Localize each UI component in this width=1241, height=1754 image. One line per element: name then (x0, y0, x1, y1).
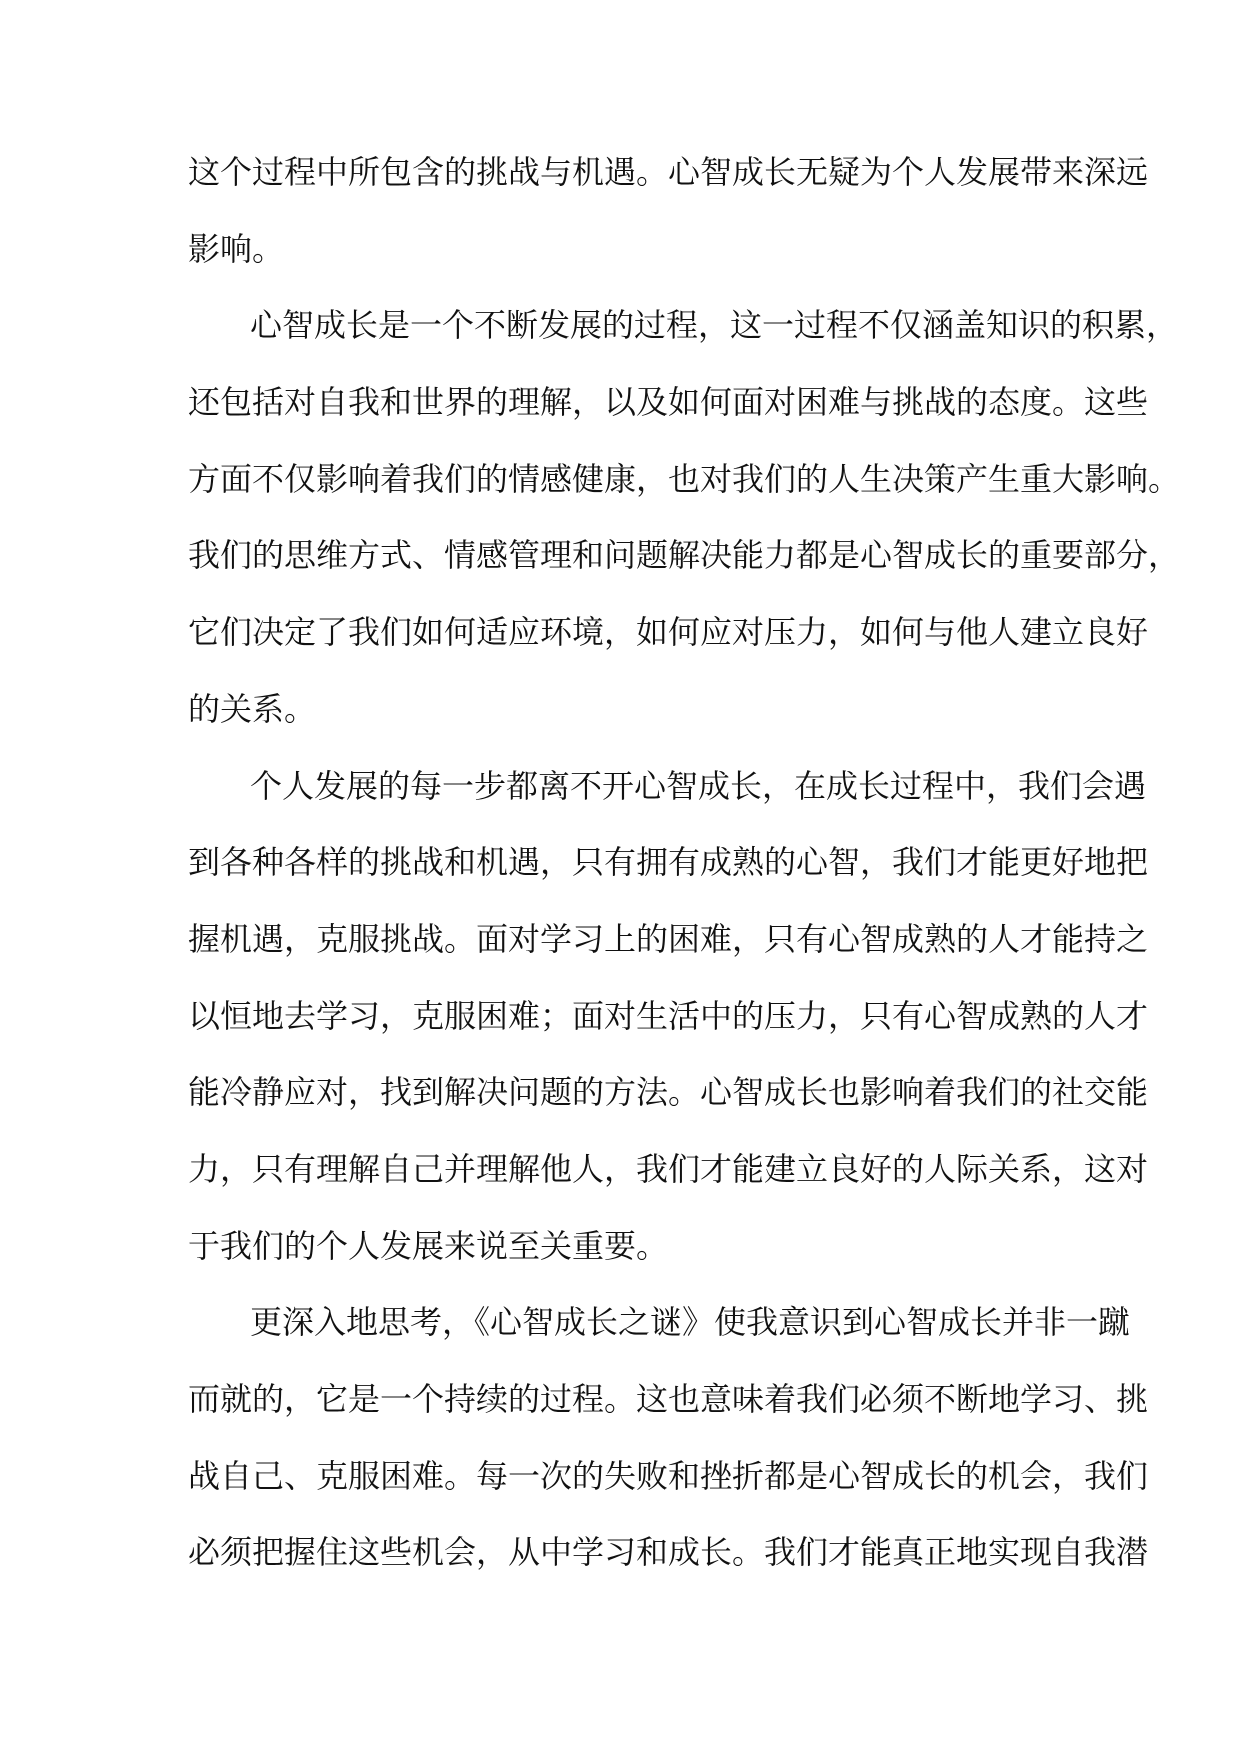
text-line: 而就的，它是一个持续的过程。这也意味着我们必须不断地学习、挑 (188, 1380, 1149, 1418)
text-line: 影响。 (188, 229, 285, 268)
text-line: 必须把握住这些机会，从中学习和成长。我们才能真正地实现自我潜 (188, 1533, 1149, 1572)
text-line: 个人发展的每一步都离不开心智成长，在成长过程中，我们会遇 (250, 766, 1147, 805)
text-line: 这个过程中所包含的挑战与机遇。心智成长无疑为个人发展带来深远 (188, 153, 1149, 191)
text-line: 它们决定了我们如何适应环境，如何应对压力，如何与他人建立良好 (188, 613, 1149, 652)
text-line: 心智成长是一个不断发展的过程，这一过程不仅涵盖知识的积累， (250, 306, 1179, 345)
paragraph-3 (188, 748, 1149, 1285)
paragraph-2 (188, 287, 1181, 747)
paragraph-1 (188, 134, 1149, 287)
text-line: 更深入地思考，《心智成长之谜》使我意识到心智成长并非一蹴 (250, 1303, 1131, 1342)
text-line: 方面不仅影响着我们的情感健康，也对我们的人生决策产生重大影响。 (188, 459, 1181, 498)
text-line: 到各种各样的挑战和机遇，只有拥有成熟的心智，我们才能更好地把 (188, 843, 1149, 882)
text-line: 力，只有理解自己并理解他人，我们才能建立良好的人际关系，这对 (188, 1149, 1149, 1188)
text-line: 我们的思维方式、情感管理和问题解决能力都是心智成长的重要部分， (188, 536, 1181, 575)
paragraph-4 (188, 1284, 1149, 1591)
text-line: 握机遇，克服挑战。面对学习上的困难，只有心智成熟的人才能持之 (188, 919, 1149, 958)
text-line: 能冷静应对，找到解决问题的方法。心智成长也影响着我们的社交能 (188, 1073, 1149, 1112)
text-line: 的关系。 (188, 689, 317, 728)
text-line: 于我们的个人发展来说至关重要。 (188, 1226, 669, 1265)
text-line: 以恒地去学习，克服困难；面对生活中的压力，只有心智成熟的人才 (188, 996, 1149, 1035)
text-line: 还包括对自我和世界的理解，以及如何面对困难与挑战的态度。这些 (188, 383, 1149, 422)
text-line: 战自己、克服困难。每一次的失败和挫折都是心智成长的机会，我们 (188, 1456, 1149, 1495)
body-text (188, 134, 1181, 1591)
